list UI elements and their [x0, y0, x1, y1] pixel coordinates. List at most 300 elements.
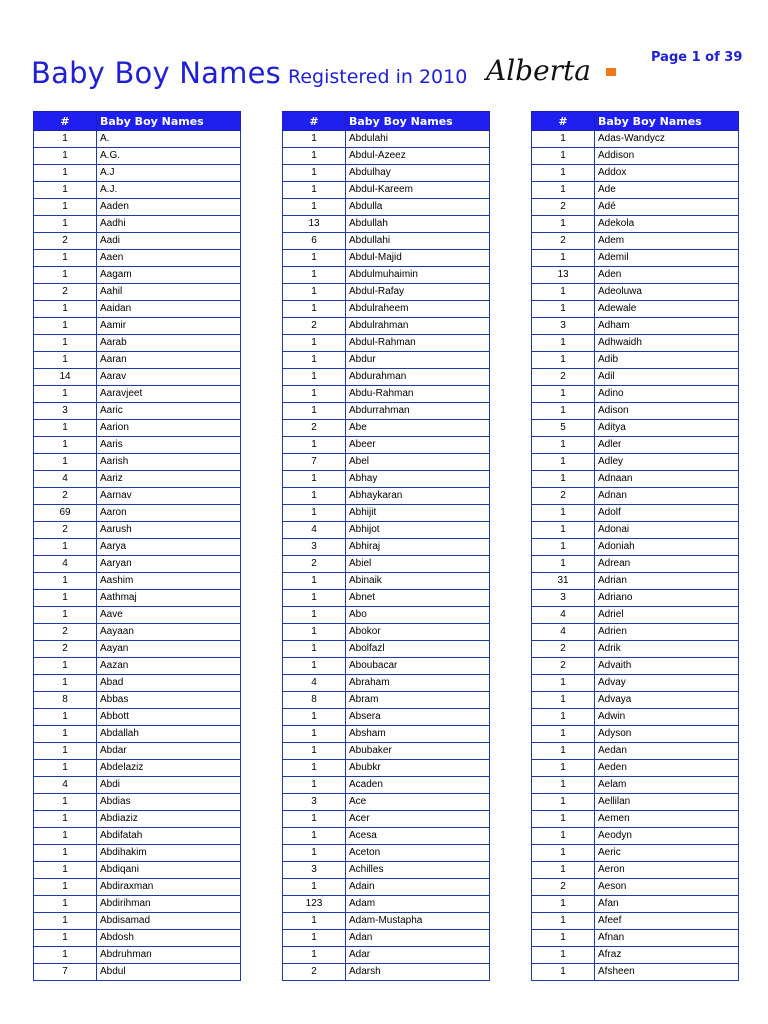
table-row — [34, 148, 241, 165]
table-row — [532, 743, 739, 760]
table-row — [283, 777, 490, 794]
page-title: Baby Boy Names — [31, 56, 281, 90]
count-cell: 1 — [34, 539, 97, 556]
count-cell: 13 — [532, 267, 595, 284]
name-cell: Abbott — [97, 709, 241, 726]
table-row — [34, 692, 241, 709]
name-cell: Abdul-Kareem — [346, 182, 490, 199]
count-cell: 2 — [34, 624, 97, 641]
table-row — [532, 267, 739, 284]
count-cell: 1 — [532, 386, 595, 403]
count-cell: 2 — [34, 233, 97, 250]
table-row — [283, 862, 490, 879]
count-cell: 1 — [532, 182, 595, 199]
table-row — [34, 556, 241, 573]
name-cell: Abdallah — [97, 726, 241, 743]
table-row — [34, 726, 241, 743]
name-cell: Abdulrahman — [346, 318, 490, 335]
count-cell: 13 — [283, 216, 346, 233]
name-cell: Abokor — [346, 624, 490, 641]
count-cell: 1 — [34, 454, 97, 471]
table-row — [532, 845, 739, 862]
count-cell: 1 — [532, 454, 595, 471]
name-cell: Abdelaziz — [97, 760, 241, 777]
name-cell: Ade — [595, 182, 739, 199]
name-cell: Abdul — [97, 964, 241, 981]
count-cell: 1 — [34, 709, 97, 726]
table-row — [532, 590, 739, 607]
name-cell: Aave — [97, 607, 241, 624]
name-cell: Abubkr — [346, 760, 490, 777]
name-cell: Aditya — [595, 420, 739, 437]
count-cell: 1 — [283, 488, 346, 505]
count-cell: 1 — [532, 760, 595, 777]
count-cell: 1 — [532, 777, 595, 794]
table-row — [34, 403, 241, 420]
name-cell: Absham — [346, 726, 490, 743]
count-cell: 2 — [34, 641, 97, 658]
table-row — [34, 250, 241, 267]
count-cell: 1 — [34, 199, 97, 216]
table-row — [283, 913, 490, 930]
count-cell: 1 — [283, 641, 346, 658]
name-cell: Abdul-Azeez — [346, 148, 490, 165]
name-cell: Aeodyn — [595, 828, 739, 845]
name-cell: Abel — [346, 454, 490, 471]
count-cell: 1 — [283, 131, 346, 148]
table-row — [532, 199, 739, 216]
name-cell: Aeric — [595, 845, 739, 862]
table-row — [283, 369, 490, 386]
count-cell: 1 — [532, 301, 595, 318]
count-cell: 1 — [283, 709, 346, 726]
name-header: Baby Boy Names — [595, 112, 739, 131]
table-row — [532, 420, 739, 437]
count-cell: 2 — [532, 658, 595, 675]
table-row — [532, 862, 739, 879]
name-cell: Adar — [346, 947, 490, 964]
count-cell: 1 — [532, 148, 595, 165]
table-row — [283, 335, 490, 352]
name-cell: Abdiraxman — [97, 879, 241, 896]
name-cell: Absera — [346, 709, 490, 726]
name-cell: Aathmaj — [97, 590, 241, 607]
name-cell: Adriano — [595, 590, 739, 607]
name-cell: Afsheen — [595, 964, 739, 981]
name-cell: Aayaan — [97, 624, 241, 641]
table-row — [34, 709, 241, 726]
count-cell: 1 — [283, 879, 346, 896]
table-body — [283, 131, 490, 981]
name-cell: Abeer — [346, 437, 490, 454]
count-cell: 1 — [34, 165, 97, 182]
table-row — [532, 641, 739, 658]
name-cell: Abad — [97, 675, 241, 692]
count-cell: 1 — [283, 505, 346, 522]
count-header: # — [283, 112, 346, 131]
name-cell: Abdulahi — [346, 131, 490, 148]
table-row — [532, 658, 739, 675]
count-cell: 1 — [34, 267, 97, 284]
name-cell: Aaravjeet — [97, 386, 241, 403]
count-cell: 3 — [283, 862, 346, 879]
name-cell: Aaric — [97, 403, 241, 420]
count-cell: 8 — [283, 692, 346, 709]
table-row — [283, 301, 490, 318]
name-cell: Advaith — [595, 658, 739, 675]
table-row — [532, 301, 739, 318]
name-cell: Abdias — [97, 794, 241, 811]
name-cell: Aaris — [97, 437, 241, 454]
table-row — [34, 505, 241, 522]
name-cell: Abdar — [97, 743, 241, 760]
name-cell: Abdulhay — [346, 165, 490, 182]
name-cell: Abe — [346, 420, 490, 437]
table-row — [283, 675, 490, 692]
count-cell: 1 — [532, 471, 595, 488]
count-cell: 3 — [283, 539, 346, 556]
table-row — [532, 403, 739, 420]
count-cell: 1 — [34, 862, 97, 879]
count-cell: 1 — [283, 743, 346, 760]
count-cell: 1 — [283, 811, 346, 828]
table-row — [283, 743, 490, 760]
name-cell: Abdiaziz — [97, 811, 241, 828]
count-cell: 3 — [34, 403, 97, 420]
count-cell: 1 — [34, 896, 97, 913]
name-cell: Adan — [346, 930, 490, 947]
name-cell: Abinaik — [346, 573, 490, 590]
table-row — [532, 284, 739, 301]
name-cell: Aaron — [97, 505, 241, 522]
count-cell: 3 — [532, 590, 595, 607]
count-cell: 1 — [532, 437, 595, 454]
count-cell: 1 — [34, 828, 97, 845]
table-row — [283, 964, 490, 981]
name-cell: Adham — [595, 318, 739, 335]
table-row — [532, 811, 739, 828]
name-cell: Advaya — [595, 692, 739, 709]
table-row — [283, 165, 490, 182]
count-cell: 2 — [532, 641, 595, 658]
count-cell: 1 — [34, 675, 97, 692]
name-cell: Abdulmuhaimin — [346, 267, 490, 284]
name-cell: Adewale — [595, 301, 739, 318]
count-cell: 1 — [532, 403, 595, 420]
name-cell: Afraz — [595, 947, 739, 964]
count-cell: 1 — [283, 352, 346, 369]
name-cell: Abdur — [346, 352, 490, 369]
table-row — [283, 488, 490, 505]
table-row — [283, 539, 490, 556]
name-cell: Abolfazl — [346, 641, 490, 658]
name-cell: Acer — [346, 811, 490, 828]
count-cell: 1 — [34, 301, 97, 318]
table-row — [532, 947, 739, 964]
table-row — [532, 777, 739, 794]
name-cell: Adhwaidh — [595, 335, 739, 352]
table-row — [34, 607, 241, 624]
table-row — [34, 879, 241, 896]
count-cell: 4 — [34, 471, 97, 488]
name-cell: Abdisamad — [97, 913, 241, 930]
name-cell: Aaen — [97, 250, 241, 267]
table-row — [34, 488, 241, 505]
table-row — [34, 811, 241, 828]
table-row — [34, 352, 241, 369]
count-cell: 1 — [532, 675, 595, 692]
table-row — [34, 539, 241, 556]
table-row — [532, 454, 739, 471]
count-cell: 2 — [283, 556, 346, 573]
table-row — [283, 148, 490, 165]
count-cell: 1 — [283, 760, 346, 777]
count-cell: 1 — [532, 352, 595, 369]
name-cell: Addison — [595, 148, 739, 165]
count-cell: 1 — [283, 947, 346, 964]
table-row — [532, 471, 739, 488]
table-row — [532, 488, 739, 505]
table-row — [283, 573, 490, 590]
table-row — [34, 947, 241, 964]
table-row — [532, 692, 739, 709]
table-row — [532, 760, 739, 777]
table-row — [34, 284, 241, 301]
table-row — [532, 386, 739, 403]
name-cell: Advay — [595, 675, 739, 692]
table-row — [532, 165, 739, 182]
name-cell: Adrik — [595, 641, 739, 658]
name-cell: Abbas — [97, 692, 241, 709]
count-cell: 1 — [283, 828, 346, 845]
table-row — [532, 250, 739, 267]
name-cell: Abdihakim — [97, 845, 241, 862]
table-row — [283, 896, 490, 913]
count-cell: 1 — [283, 182, 346, 199]
names-table-1 — [33, 111, 241, 981]
table-row — [34, 216, 241, 233]
table-row — [283, 318, 490, 335]
count-cell: 1 — [34, 352, 97, 369]
name-cell: Adil — [595, 369, 739, 386]
count-cell: 1 — [283, 437, 346, 454]
name-cell: Abdiqani — [97, 862, 241, 879]
count-cell: 1 — [283, 573, 346, 590]
name-header: Baby Boy Names — [346, 112, 490, 131]
name-cell: Aedan — [595, 743, 739, 760]
table-row — [283, 420, 490, 437]
name-cell: Aagam — [97, 267, 241, 284]
table-row — [283, 522, 490, 539]
page-indicator: Page 1 of 39 — [651, 50, 743, 65]
count-cell: 7 — [283, 454, 346, 471]
table-row — [532, 335, 739, 352]
name-cell: Adriel — [595, 607, 739, 624]
table-row — [532, 624, 739, 641]
table-row — [283, 386, 490, 403]
count-cell: 1 — [532, 522, 595, 539]
count-cell: 5 — [532, 420, 595, 437]
name-cell: Aarion — [97, 420, 241, 437]
name-cell: Abdul-Rafay — [346, 284, 490, 301]
table-row — [34, 862, 241, 879]
count-cell: 8 — [34, 692, 97, 709]
table-row — [283, 505, 490, 522]
count-cell: 4 — [532, 624, 595, 641]
count-cell: 1 — [34, 947, 97, 964]
table-row — [532, 828, 739, 845]
name-cell: Abdulla — [346, 199, 490, 216]
table-row — [283, 267, 490, 284]
count-cell: 3 — [532, 318, 595, 335]
table-row — [34, 301, 241, 318]
count-cell: 6 — [283, 233, 346, 250]
name-cell: Adnaan — [595, 471, 739, 488]
table-row — [34, 454, 241, 471]
name-cell: Aarush — [97, 522, 241, 539]
count-cell: 1 — [34, 913, 97, 930]
table-row — [34, 913, 241, 930]
name-cell: Adino — [595, 386, 739, 403]
name-cell: Adas-Wandycz — [595, 131, 739, 148]
table-row — [532, 539, 739, 556]
table-row — [34, 199, 241, 216]
table-row — [34, 369, 241, 386]
count-cell: 1 — [34, 148, 97, 165]
table-row — [283, 879, 490, 896]
name-cell: Abhiraj — [346, 539, 490, 556]
count-cell: 1 — [532, 726, 595, 743]
table-row — [283, 760, 490, 777]
name-cell: Adain — [346, 879, 490, 896]
table-row — [532, 573, 739, 590]
count-cell: 1 — [532, 131, 595, 148]
table-row — [34, 828, 241, 845]
table-header-row — [283, 112, 490, 131]
name-cell: Aayan — [97, 641, 241, 658]
count-cell: 1 — [283, 267, 346, 284]
name-cell: Adam-Mustapha — [346, 913, 490, 930]
table-row — [34, 794, 241, 811]
table-row — [532, 522, 739, 539]
name-cell: Abhay — [346, 471, 490, 488]
table-row — [532, 148, 739, 165]
name-cell: Aashim — [97, 573, 241, 590]
table-row — [283, 692, 490, 709]
page-subtitle: Registered in 2010 — [288, 66, 468, 88]
count-cell: 7 — [34, 964, 97, 981]
table-row — [283, 624, 490, 641]
table-row — [283, 471, 490, 488]
table-row — [34, 233, 241, 250]
table-row — [34, 624, 241, 641]
name-cell: Adwin — [595, 709, 739, 726]
count-cell: 1 — [283, 777, 346, 794]
table-row — [532, 352, 739, 369]
count-cell: 1 — [34, 845, 97, 862]
count-cell: 2 — [283, 318, 346, 335]
name-cell: Adrian — [595, 573, 739, 590]
name-cell: Abdifatah — [97, 828, 241, 845]
names-table-2 — [282, 111, 490, 981]
name-cell: Addox — [595, 165, 739, 182]
count-cell: 1 — [532, 216, 595, 233]
table-row — [283, 403, 490, 420]
count-cell: 1 — [532, 913, 595, 930]
name-cell: Ace — [346, 794, 490, 811]
count-cell: 4 — [34, 777, 97, 794]
table-row — [532, 913, 739, 930]
count-cell: 1 — [34, 811, 97, 828]
table-row — [34, 760, 241, 777]
table-row — [34, 845, 241, 862]
name-cell: Abdruhman — [97, 947, 241, 964]
table-row — [283, 199, 490, 216]
name-cell: Abdi — [97, 777, 241, 794]
name-cell: Aamir — [97, 318, 241, 335]
table-row — [532, 675, 739, 692]
name-cell: Abhijot — [346, 522, 490, 539]
count-cell: 1 — [532, 165, 595, 182]
table-row — [34, 165, 241, 182]
table-row — [283, 930, 490, 947]
count-cell: 1 — [532, 811, 595, 828]
count-cell: 1 — [532, 845, 595, 862]
table-row — [34, 386, 241, 403]
table-row — [283, 131, 490, 148]
count-cell: 14 — [34, 369, 97, 386]
name-cell: Acesa — [346, 828, 490, 845]
count-cell: 1 — [532, 930, 595, 947]
table-row — [34, 318, 241, 335]
name-cell: Adé — [595, 199, 739, 216]
name-cell: Adeoluwa — [595, 284, 739, 301]
name-cell: Aarish — [97, 454, 241, 471]
table-row — [532, 726, 739, 743]
name-cell: Aaidan — [97, 301, 241, 318]
table-row — [283, 182, 490, 199]
count-cell: 1 — [532, 505, 595, 522]
table-row — [532, 879, 739, 896]
table-row — [532, 930, 739, 947]
name-cell: Abdurrahman — [346, 403, 490, 420]
table-row — [34, 896, 241, 913]
name-cell: Aazan — [97, 658, 241, 675]
name-cell: Achilles — [346, 862, 490, 879]
table-row — [532, 131, 739, 148]
table-row — [283, 284, 490, 301]
table-row — [532, 182, 739, 199]
name-cell: Abdirihman — [97, 896, 241, 913]
table-row — [532, 896, 739, 913]
table-row — [34, 743, 241, 760]
count-cell: 1 — [283, 369, 346, 386]
name-cell: Abdullah — [346, 216, 490, 233]
logo-accent — [606, 68, 616, 76]
count-cell: 1 — [34, 386, 97, 403]
name-cell: Abdullahi — [346, 233, 490, 250]
count-cell: 1 — [283, 590, 346, 607]
name-cell: Abdul-Rahman — [346, 335, 490, 352]
count-cell: 1 — [283, 624, 346, 641]
table-row — [283, 641, 490, 658]
name-cell: Adarsh — [346, 964, 490, 981]
count-cell: 3 — [283, 794, 346, 811]
name-cell: Aariz — [97, 471, 241, 488]
table-row — [283, 828, 490, 845]
table-row — [283, 590, 490, 607]
name-cell: Adoniah — [595, 539, 739, 556]
